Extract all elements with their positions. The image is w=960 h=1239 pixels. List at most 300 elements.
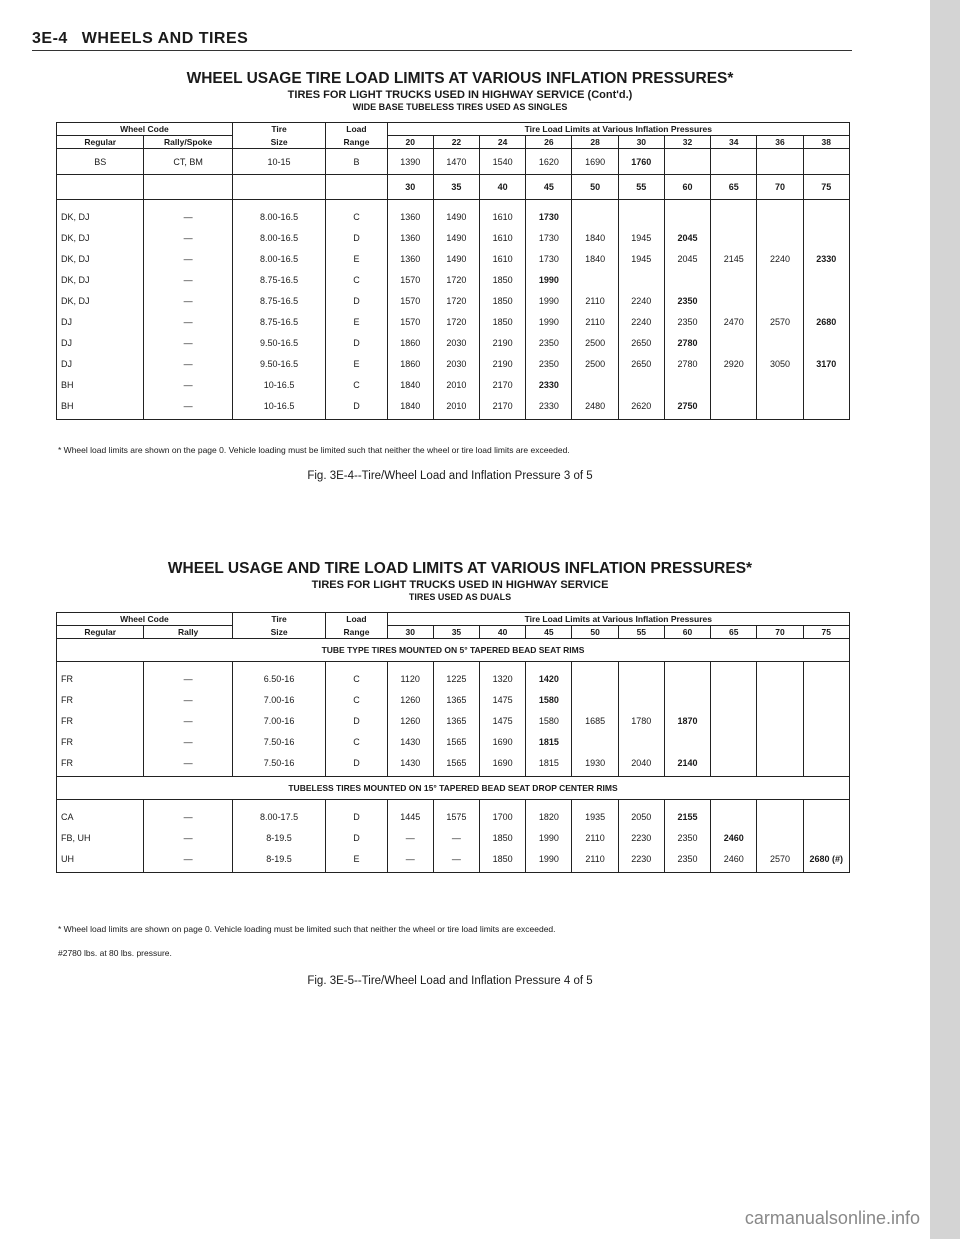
table-cell: 1700	[480, 800, 526, 828]
table-cell: 2350	[526, 332, 572, 353]
table-cell	[711, 752, 757, 777]
table-cell: 1815	[526, 731, 572, 752]
table-cell: 6.50-16	[232, 662, 325, 690]
table-cell	[757, 827, 803, 848]
table-cell: 2350	[664, 848, 710, 873]
table-cell: 1850	[480, 269, 526, 290]
table-cell: 1850	[480, 311, 526, 332]
range-header: Range	[326, 626, 387, 639]
table-row	[57, 332, 850, 353]
table-cell: 2170	[480, 374, 526, 395]
table-cell: 1840	[387, 395, 433, 420]
table-cell: 1840	[387, 374, 433, 395]
table-cell: 1470	[433, 149, 479, 175]
pressure-header: 35	[433, 626, 479, 639]
table-cell	[757, 800, 803, 828]
table-cell	[711, 800, 757, 828]
table-cell: 7.50-16	[232, 752, 325, 777]
table-cell: DJ	[57, 332, 144, 353]
table-cell	[803, 752, 849, 777]
fig1-footnote: * Wheel load limits are shown on the page 0. Vehicle loading must be limited such that neither the wheel or tire load limits are exceeded.	[58, 445, 570, 455]
size-header: Size	[232, 626, 325, 639]
table-cell	[664, 200, 710, 228]
pressure-header: 36	[757, 136, 803, 149]
pressure-header: 45	[526, 626, 572, 639]
table-cell: D	[326, 227, 387, 248]
table-cell: 2010	[433, 374, 479, 395]
table-cell: 1730	[526, 227, 572, 248]
table-cell	[803, 710, 849, 731]
table-cell: C	[326, 689, 387, 710]
table-cell: C	[326, 269, 387, 290]
table-cell: —	[144, 227, 232, 248]
table-cell	[664, 374, 710, 395]
table-cell: 2050	[618, 800, 664, 828]
table-cell: 2110	[572, 827, 618, 848]
table-cell: 8.00-16.5	[232, 248, 325, 269]
table-cell	[572, 731, 618, 752]
table-row	[57, 227, 850, 248]
table-row	[57, 290, 850, 311]
table-cell: 2750	[664, 395, 710, 420]
blank-cell	[232, 175, 325, 200]
table-cell: FR	[57, 731, 144, 752]
page-header	[32, 30, 852, 51]
table-cell: 2190	[480, 332, 526, 353]
table-cell: 1850	[480, 827, 526, 848]
table-cell: 1780	[618, 710, 664, 731]
table-cell	[803, 227, 849, 248]
table-cell: 1490	[433, 227, 479, 248]
limits-header: Tire Load Limits at Various Inflation Pressures	[387, 613, 849, 626]
table-row	[57, 662, 850, 690]
table-cell: —	[144, 353, 232, 374]
table-cell	[757, 374, 803, 395]
pressure-header: 22	[433, 136, 479, 149]
table-cell: 1860	[387, 353, 433, 374]
table-row	[57, 827, 850, 848]
table-cell: 1930	[572, 752, 618, 777]
table-cell: E	[326, 353, 387, 374]
pressure-header: 40	[480, 626, 526, 639]
figure-3e-5	[0, 560, 960, 864]
table-cell: 2145	[711, 248, 757, 269]
table-cell	[664, 731, 710, 752]
table-cell: B	[326, 149, 387, 175]
table-cell: 1360	[387, 248, 433, 269]
table-cell: 1620	[526, 149, 572, 175]
table-cell: D	[326, 800, 387, 828]
table-cell: 8.75-16.5	[232, 311, 325, 332]
table-row	[57, 200, 850, 228]
table-cell: E	[326, 248, 387, 269]
table-cell: 2330	[526, 374, 572, 395]
pressure-header: 40	[480, 175, 526, 200]
tire-header: Tire	[232, 123, 325, 136]
table-cell: 2045	[664, 248, 710, 269]
table-cell	[711, 200, 757, 228]
blank-cell	[326, 175, 387, 200]
table-cell: 2110	[572, 848, 618, 873]
table-cell: 1870	[664, 710, 710, 731]
fig2-subsubtitle: TIRES USED AS DUALS	[408, 592, 512, 602]
table-cell: 2570	[757, 311, 803, 332]
table-cell: 1990	[526, 848, 572, 873]
table-cell: 1720	[433, 269, 479, 290]
table-cell: 1730	[526, 248, 572, 269]
table-cell: 2155	[664, 800, 710, 828]
wheel-code-header: Wheel Code	[57, 613, 233, 626]
table-cell: 2780	[664, 332, 710, 353]
section-title: WHEELS AND TIRES	[81, 30, 249, 47]
fig1-title: WHEEL USAGE TIRE LOAD LIMITS AT VARIOUS INFLATION PRESSURES*	[186, 70, 734, 87]
table-cell: 2350	[664, 827, 710, 848]
table-cell: DK, DJ	[57, 200, 144, 228]
table-cell: —	[144, 827, 232, 848]
table-cell	[757, 731, 803, 752]
table-cell: 1990	[526, 827, 572, 848]
table-cell: 1990	[526, 290, 572, 311]
table-cell: 7.00-16	[232, 689, 325, 710]
load-header: Load	[326, 123, 387, 136]
table-cell: 8-19.5	[232, 827, 325, 848]
pressure-header: 35	[433, 175, 479, 200]
pressure-header: 26	[526, 136, 572, 149]
table-cell: BH	[57, 374, 144, 395]
table-cell: C	[326, 662, 387, 690]
table-row	[57, 149, 850, 175]
table-cell: 2330	[803, 248, 849, 269]
pressure-header: 60	[664, 626, 710, 639]
table-cell: 2620	[618, 395, 664, 420]
table-cell: 2240	[618, 311, 664, 332]
table-cell: 2460	[711, 848, 757, 873]
pressure-header: 30	[387, 626, 433, 639]
table-cell: 1365	[433, 689, 479, 710]
fig2-footnote: * Wheel load limits are shown on page 0. Vehicle loading must be limited such that neither the wheel or tire load limits are exceeded.	[58, 924, 556, 934]
table-cell: 2170	[480, 395, 526, 420]
load-header: Load	[326, 613, 387, 626]
table-cell	[664, 662, 710, 690]
table-cell	[803, 269, 849, 290]
table-cell	[757, 269, 803, 290]
table-cell: 1475	[480, 710, 526, 731]
regular-header: Regular	[57, 626, 144, 639]
table-cell: 1990	[526, 269, 572, 290]
table-cell: 2650	[618, 353, 664, 374]
table-cell	[757, 332, 803, 353]
table-cell: 10-16.5	[232, 374, 325, 395]
table-cell: 2350	[526, 353, 572, 374]
table-cell	[711, 332, 757, 353]
table-cell: C	[326, 200, 387, 228]
pressure-header: 70	[757, 626, 803, 639]
table-cell: UH	[57, 848, 144, 873]
table-cell: 2650	[618, 332, 664, 353]
table-cell: 1580	[526, 689, 572, 710]
table-cell: 8.75-16.5	[232, 269, 325, 290]
table-row	[57, 848, 850, 873]
table-cell: 1475	[480, 689, 526, 710]
table-cell: 1815	[526, 752, 572, 777]
table-cell: —	[144, 848, 232, 873]
fig2-footnote-2: #2780 lbs. at 80 lbs. pressure.	[58, 948, 172, 958]
table-cell	[711, 149, 757, 175]
table-cell: D	[326, 290, 387, 311]
table-cell: DK, DJ	[57, 248, 144, 269]
table-cell: 1610	[480, 248, 526, 269]
table-cell: 1430	[387, 752, 433, 777]
pressure-header: 50	[572, 175, 618, 200]
table-cell: 1490	[433, 248, 479, 269]
table-cell	[757, 227, 803, 248]
table-row	[57, 800, 850, 828]
watermark: carmanualsonline.info	[744, 1208, 920, 1228]
table-cell: 2230	[618, 848, 664, 873]
table-cell: 2680	[803, 311, 849, 332]
pressure-header: 75	[803, 175, 849, 200]
table-cell	[711, 731, 757, 752]
table-cell: —	[144, 269, 232, 290]
table-cell: 1260	[387, 689, 433, 710]
table-cell: D	[326, 752, 387, 777]
table-cell: —	[433, 827, 479, 848]
tire-header: Tire	[232, 613, 325, 626]
table-cell	[664, 149, 710, 175]
table-cell: —	[144, 248, 232, 269]
regular-header: Regular	[57, 136, 144, 149]
table-cell: 1360	[387, 200, 433, 228]
table-cell: 1720	[433, 290, 479, 311]
table-cell: —	[387, 827, 433, 848]
table-cell: 2040	[618, 752, 664, 777]
table-cell: 1690	[480, 752, 526, 777]
table-cell	[711, 662, 757, 690]
table-cell: D	[326, 332, 387, 353]
table-cell	[572, 200, 618, 228]
table-cell: 2350	[664, 311, 710, 332]
table-cell: BH	[57, 395, 144, 420]
table-cell: 1570	[387, 311, 433, 332]
table-cell: —	[144, 731, 232, 752]
table-cell: DK, DJ	[57, 227, 144, 248]
fig1-caption: Fig. 3E-4--Tire/Wheel Load and Inflation Pressure 3 of 5	[307, 470, 593, 482]
table-cell: DK, DJ	[57, 269, 144, 290]
table-cell: 1820	[526, 800, 572, 828]
table-cell	[803, 827, 849, 848]
table-cell	[803, 332, 849, 353]
table-cell: 7.00-16	[232, 710, 325, 731]
table-cell: —	[387, 848, 433, 873]
fig1-subtitle: TIRES FOR LIGHT TRUCKS USED IN HIGHWAY SERVICE (Cont'd.)	[287, 89, 633, 101]
table-cell: 2680 (#)	[803, 848, 849, 873]
table-cell: 2500	[572, 332, 618, 353]
table-cell	[711, 395, 757, 420]
table-cell: —	[144, 752, 232, 777]
table-cell: 2110	[572, 290, 618, 311]
table-cell	[757, 290, 803, 311]
table-row	[57, 374, 850, 395]
table-cell: 1320	[480, 662, 526, 690]
table-cell	[803, 662, 849, 690]
table-cell: —	[144, 374, 232, 395]
table-cell	[572, 374, 618, 395]
table-cell: 8.00-16.5	[232, 227, 325, 248]
table-cell: FR	[57, 752, 144, 777]
table-cell: 1225	[433, 662, 479, 690]
table-cell: 3050	[757, 353, 803, 374]
table-row	[57, 269, 850, 290]
table-cell: 2045	[664, 227, 710, 248]
table-cell: FR	[57, 689, 144, 710]
table-cell: D	[326, 395, 387, 420]
page-number: 3E-4	[32, 30, 68, 47]
table-cell: —	[144, 689, 232, 710]
table-cell	[757, 395, 803, 420]
table-cell: —	[144, 710, 232, 731]
table-cell: 2780	[664, 353, 710, 374]
table-cell: 1945	[618, 248, 664, 269]
table-cell: 1850	[480, 848, 526, 873]
table-cell: 1580	[526, 710, 572, 731]
table-cell: 8.00-17.5	[232, 800, 325, 828]
table-cell	[803, 689, 849, 710]
table-cell	[711, 227, 757, 248]
table-cell: 1260	[387, 710, 433, 731]
table-cell: 2240	[757, 248, 803, 269]
table-cell: —	[144, 332, 232, 353]
pressure-header: 65	[711, 626, 757, 639]
table-cell: 1420	[526, 662, 572, 690]
table-row	[57, 248, 850, 269]
fig1-table	[56, 122, 850, 420]
table-cell: DJ	[57, 353, 144, 374]
table-cell: 1685	[572, 710, 618, 731]
table-cell: 1840	[572, 248, 618, 269]
table-cell: 2470	[711, 311, 757, 332]
group-heading: TUBE TYPE TIRES MOUNTED ON 5° TAPERED BEAD SEAT RIMS	[57, 639, 850, 662]
table-cell	[757, 689, 803, 710]
table-cell: 1365	[433, 710, 479, 731]
table-cell: 1610	[480, 200, 526, 228]
pressure-header: 28	[572, 136, 618, 149]
pressure-header: 55	[618, 175, 664, 200]
table-cell: 1850	[480, 290, 526, 311]
table-cell: 2460	[711, 827, 757, 848]
figure-3e-4	[0, 70, 960, 411]
table-cell: 1445	[387, 800, 433, 828]
blank-cell	[57, 175, 144, 200]
table-cell: 1690	[480, 731, 526, 752]
table-cell: 1360	[387, 227, 433, 248]
table-cell: 1730	[526, 200, 572, 228]
table-cell: 2240	[618, 290, 664, 311]
pressure-header: 30	[618, 136, 664, 149]
table-cell: 2230	[618, 827, 664, 848]
pressure-header: 50	[572, 626, 618, 639]
table-cell: D	[326, 710, 387, 731]
table-cell	[711, 374, 757, 395]
table-cell: 2500	[572, 353, 618, 374]
table-cell: 1610	[480, 227, 526, 248]
table-cell: 1860	[387, 332, 433, 353]
fig2-subtitle: TIRES FOR LIGHT TRUCKS USED IN HIGHWAY SERVICE	[311, 579, 609, 591]
table-cell: 9.50-16.5	[232, 353, 325, 374]
table-cell: 1575	[433, 800, 479, 828]
table-cell	[803, 800, 849, 828]
table-row	[57, 731, 850, 752]
table-cell: 8.75-16.5	[232, 290, 325, 311]
pressure-header: 75	[803, 626, 849, 639]
table-cell: 1945	[618, 227, 664, 248]
table-cell: 1690	[572, 149, 618, 175]
table-cell	[803, 290, 849, 311]
table-cell	[618, 689, 664, 710]
table-cell	[618, 200, 664, 228]
table-cell: 9.50-16.5	[232, 332, 325, 353]
table-cell: FR	[57, 710, 144, 731]
table-cell	[618, 374, 664, 395]
table-cell: —	[144, 662, 232, 690]
table-cell	[803, 200, 849, 228]
table-cell: 1540	[480, 149, 526, 175]
table-cell	[711, 290, 757, 311]
fig1-subsubtitle: WIDE BASE TUBELESS TIRES USED AS SINGLES	[352, 102, 568, 112]
pressure-header: 45	[526, 175, 572, 200]
table-row	[57, 689, 850, 710]
table-cell: E	[326, 311, 387, 332]
range-header: Range	[326, 136, 387, 149]
limits-header: Tire Load Limits at Various Inflation Pressures	[387, 123, 849, 136]
pressure-header: 38	[803, 136, 849, 149]
table-cell	[803, 149, 849, 175]
table-cell	[618, 662, 664, 690]
pressure-header: 30	[387, 175, 433, 200]
table-cell: DK, DJ	[57, 290, 144, 311]
table-cell: 2190	[480, 353, 526, 374]
blank-cell	[144, 175, 232, 200]
size-header: Size	[232, 136, 325, 149]
table-cell: 10-15	[232, 149, 325, 175]
table-cell	[711, 710, 757, 731]
table-cell: FB, UH	[57, 827, 144, 848]
table-cell: 8.00-16.5	[232, 200, 325, 228]
table-cell	[572, 269, 618, 290]
pressure-header: 70	[757, 175, 803, 200]
table-cell	[757, 752, 803, 777]
table-cell: 1565	[433, 731, 479, 752]
table-cell	[618, 269, 664, 290]
table-cell: 1760	[618, 149, 664, 175]
pressure-header: 24	[480, 136, 526, 149]
table-cell: CA	[57, 800, 144, 828]
fig2-table	[56, 612, 850, 873]
table-cell: E	[326, 848, 387, 873]
table-cell: —	[144, 800, 232, 828]
table-row	[57, 710, 850, 731]
table-cell: 7.50-16	[232, 731, 325, 752]
pressure-header: 65	[711, 175, 757, 200]
table-cell: CT, BM	[144, 149, 232, 175]
table-cell: 2570	[757, 848, 803, 873]
table-cell: 1570	[387, 269, 433, 290]
table-cell: FR	[57, 662, 144, 690]
table-cell	[664, 689, 710, 710]
table-cell: —	[144, 395, 232, 420]
table-cell: —	[144, 311, 232, 332]
table-cell: 2920	[711, 353, 757, 374]
rally-header: Rally/Spoke	[144, 136, 232, 149]
